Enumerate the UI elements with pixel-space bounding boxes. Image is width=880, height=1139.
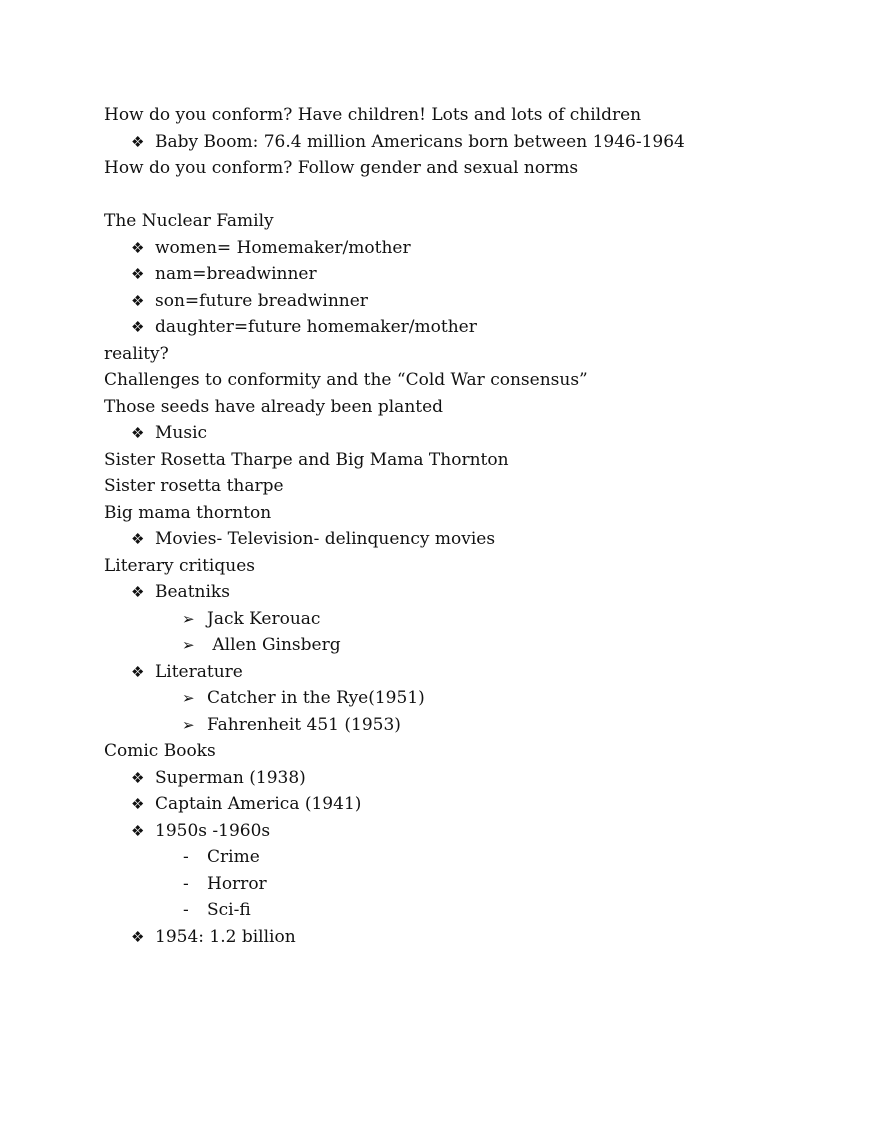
line-text: Crime (207, 847, 260, 867)
line-text: Allen Ginsberg (207, 635, 341, 655)
outline-heading-line (104, 394, 824, 421)
outline-heading-line (104, 500, 824, 527)
outline-list-item (104, 288, 824, 315)
outline-heading-line (104, 341, 824, 368)
outline-list-item (104, 685, 824, 712)
diamond-bullet-icon: ❖ (131, 132, 145, 151)
line-text: Challenges to conformity and the “Cold War consensus” (104, 370, 588, 390)
outline-list-item (104, 844, 824, 871)
outline-list-item (104, 818, 824, 845)
line-text: Literary critiques (104, 555, 255, 576)
line-text: Music (155, 423, 208, 443)
line-text: Literature (155, 661, 243, 682)
dash-bullet-icon: - (183, 900, 189, 920)
outline-heading-line (104, 447, 824, 474)
outline-heading-line (104, 208, 824, 235)
line-text: daughter=future homemaker/mother (155, 317, 477, 337)
outline-list-item (104, 261, 824, 288)
arrow-bullet-icon: ➢ (182, 609, 195, 628)
dash-bullet-icon: - (183, 847, 189, 867)
line-text: Movies- Television- delinquency movies (155, 529, 496, 549)
line-text: Sister Rosetta Tharpe and Big Mama Thornton (104, 449, 509, 470)
outline-list-item (104, 579, 824, 606)
blank-line (104, 182, 824, 209)
line-text: Big mama thornton (104, 502, 272, 523)
outline-list-item (104, 659, 824, 686)
outline-list-item (104, 791, 824, 818)
outline-list-item (104, 897, 824, 924)
notes-body (104, 102, 824, 950)
outline-list-item (104, 235, 824, 262)
outline-list-item (104, 129, 824, 156)
dash-bullet-icon: - (183, 873, 189, 894)
outline-list-item (104, 871, 824, 898)
diamond-bullet-icon: ❖ (131, 795, 145, 813)
arrow-bullet-icon: ➢ (182, 636, 195, 654)
outline-list-item (104, 526, 824, 553)
outline-heading-line (104, 553, 824, 580)
line-text: nam=breadwinner (155, 264, 317, 284)
diamond-bullet-icon: ❖ (131, 821, 145, 840)
line-text: Horror (207, 873, 267, 894)
outline-heading-line (104, 473, 824, 500)
outline-list-item (104, 765, 824, 792)
diamond-bullet-icon: ❖ (131, 318, 145, 336)
line-text: Baby Boom: 76.4 million Americans born between 1946-1964 (155, 131, 685, 152)
outline-list-item (104, 924, 824, 951)
diamond-bullet-icon: ❖ (131, 768, 145, 787)
outline-list-item (104, 606, 824, 633)
diamond-bullet-icon: ❖ (131, 662, 145, 681)
line-text: The Nuclear Family (104, 211, 274, 231)
arrow-bullet-icon: ➢ (182, 689, 195, 707)
outline-heading-line (104, 102, 824, 129)
line-text: Captain America (1941) (155, 794, 362, 814)
line-text: son=future breadwinner (155, 290, 368, 311)
line-text: 1954: 1.2 billion (155, 926, 296, 947)
outline-heading-line (104, 367, 824, 394)
diamond-bullet-icon: ❖ (131, 583, 145, 601)
outline-list-item (104, 632, 824, 659)
line-text: Sci-fi (207, 900, 251, 920)
line-text: Those seeds have already been planted (104, 396, 444, 417)
diamond-bullet-icon: ❖ (131, 424, 145, 442)
diamond-bullet-icon: ❖ (131, 291, 145, 310)
line-text: How do you conform? Have children! Lots and lots of children (104, 105, 642, 125)
line-text: Fahrenheit 451 (1953) (207, 714, 401, 735)
outline-list-item (104, 420, 824, 447)
line-text: Catcher in the Rye(1951) (207, 688, 425, 708)
line-text: Comic Books (104, 741, 216, 761)
arrow-bullet-icon: ➢ (182, 715, 195, 734)
line-text: How do you conform? Follow gender and sexual norms (104, 158, 579, 178)
outline-list-item (104, 314, 824, 341)
line-text: reality? (104, 343, 169, 364)
line-text: Superman (1938) (155, 767, 306, 788)
diamond-bullet-icon: ❖ (131, 238, 145, 257)
diamond-bullet-icon: ❖ (131, 265, 145, 283)
line-text: Sister rosetta tharpe (104, 476, 284, 496)
outline-list-item (104, 712, 824, 739)
line-text: 1950s -1960s (155, 820, 271, 841)
line-text: Jack Kerouac (207, 608, 321, 629)
diamond-bullet-icon: ❖ (131, 530, 145, 548)
outline-heading-line (104, 738, 824, 765)
line-text: Beatniks (155, 582, 230, 602)
line-text: women= Homemaker/mother (155, 237, 411, 258)
outline-heading-line (104, 155, 824, 182)
diamond-bullet-icon: ❖ (131, 927, 145, 946)
